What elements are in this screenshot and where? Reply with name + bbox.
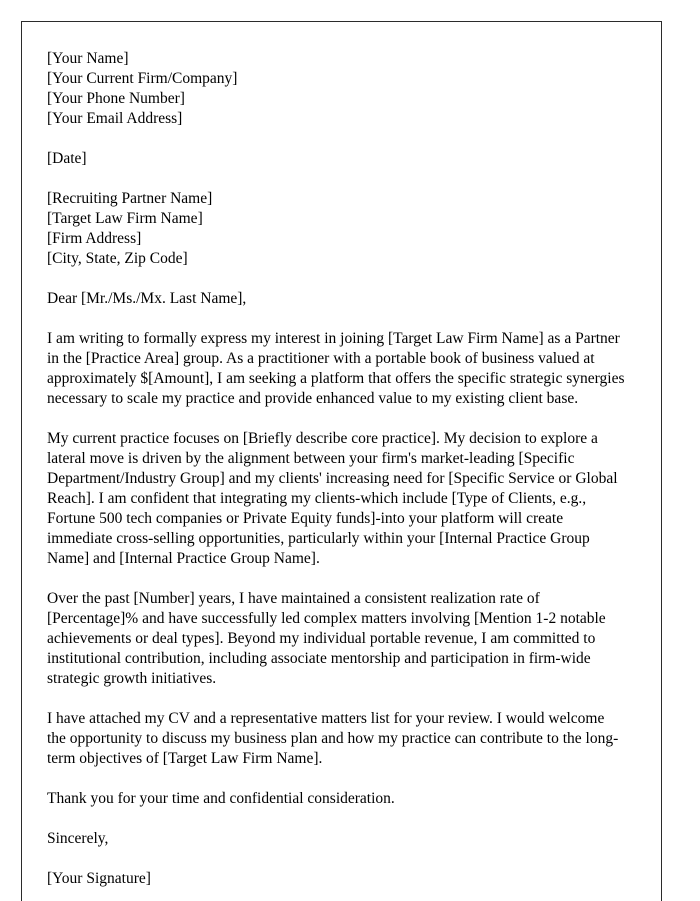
recipient-street: [Firm Address]: [47, 230, 142, 247]
salutation-block: [47, 289, 627, 309]
recipient-firm: [Target Law Firm Name]: [47, 210, 203, 227]
body-paragraph-1: I am writing to formally express my interest in joining [Target Law Firm Name] as a Partner in the [Practice Area] group. As a practitioner with a portable book of business valued at approximately $[Amount], I am seeking a platform that offers the specific strategic synergies necessary to scale my practice and provide enhanced value to my existing client base.: [47, 330, 629, 407]
body-paragraph-5: Thank you for your time and confidential consideration.: [47, 790, 395, 807]
sender-name: [Your Name]: [47, 50, 129, 67]
date-block: [47, 149, 627, 169]
closing-line: Sincerely,: [47, 830, 109, 847]
body-paragraph-4: I have attached my CV and a representative matters list for your review. I would welcome the opportunity to discuss my business plan and how my practice can contribute to the long-term objectives of [Target Law Firm Name].: [47, 710, 619, 767]
sender-email: [Your Email Address]: [47, 110, 183, 127]
signature-block: [47, 869, 627, 889]
sender-phone: [Your Phone Number]: [47, 90, 185, 107]
letter-page: [21, 21, 662, 901]
signature-line: [Your Signature]: [47, 870, 151, 887]
body-paragraph-2: My current practice focuses on [Briefly describe core practice]. My decision to explore a lateral move is driven by the alignment between your firm's market-leading [Specific Department/Industry Group] and my clients' increasing need for [Specific Service or Global Reach]. I am confident that integrating my clients-which include [Type of Clients, e.g., Fortune 500 tech companies or Private Equity funds]-into your platform will create immediate cross-selling opportunities, particularly within your [Internal Practice Group Name] and [Internal Practice Group Name].: [47, 430, 622, 567]
recipient-city-state-zip: [City, State, Zip Code]: [47, 250, 188, 267]
closing-block: [47, 829, 627, 849]
sender-firm: [Your Current Firm/Company]: [47, 70, 238, 87]
date-line: [Date]: [47, 150, 87, 167]
sender-address-block: [47, 49, 627, 129]
body-paragraph-3: Over the past [Number] years, I have maintained a consistent realization rate of [Percentage]% and have successfully led complex matters involving [Mention 1-2 notable achievements or deal types]. Beyond my individual portable revenue, I am committed to institutional contribution, including associate mentorship and participation in firm-wide strategic growth initiatives.: [47, 590, 610, 687]
recipient-name: [Recruiting Partner Name]: [47, 190, 213, 207]
letter-body: [47, 49, 627, 889]
recipient-address-block: [47, 189, 627, 269]
salutation: Dear [Mr./Ms./Mx. Last Name],: [47, 290, 247, 307]
